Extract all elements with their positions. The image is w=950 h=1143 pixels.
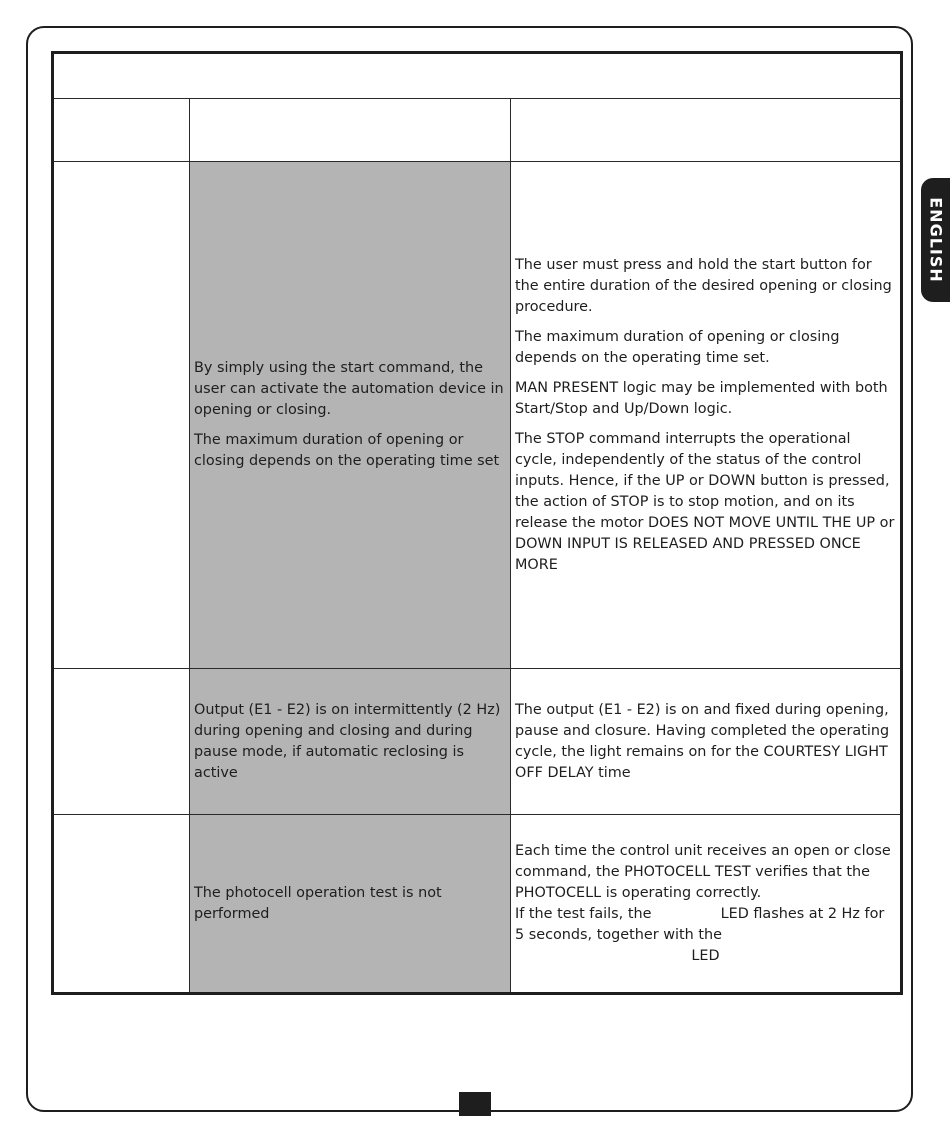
cell-text: The photocell operation test is not performed — [194, 884, 442, 922]
cell-text: The user must press and hold the start button for the entire duration of the desired opening or closing procedure. — [515, 256, 892, 315]
table-header-row — [53, 99, 902, 162]
row-label-cell — [53, 162, 190, 669]
table-title-cell — [53, 53, 902, 99]
table-title-row — [53, 53, 902, 99]
settings-table — [51, 51, 903, 995]
cell-text: The maximum duration of opening or closing depends on the operating time set — [194, 432, 500, 469]
cell-text: Output (E1 - E2) is on intermittently (2 Hz) during opening and closing and during pause mode, if automatic reclosing is active — [194, 701, 501, 781]
page-marker — [459, 1092, 491, 1116]
cell-text: LED — [691, 947, 720, 964]
cell-text: The maximum duration of opening or closing depends on the operating time set. — [515, 328, 840, 366]
cell-text: The output (E1 - E2) is on and fixed during opening, pause and closure. Having completed the operating cycle, the light remains on for the COURTESY LIGHT OFF DELAY time — [515, 701, 890, 781]
language-tab — [921, 178, 950, 302]
alternative-setting-cell — [511, 162, 902, 669]
row-label-cell — [53, 669, 190, 815]
header-cell-basic — [190, 99, 511, 162]
table-row — [53, 669, 902, 815]
basic-setting-cell — [190, 815, 511, 994]
cell-text: MAN PRESENT logic may be implemented with both Start/Stop and Up/Down logic. — [515, 379, 888, 417]
alternative-setting-cell — [511, 815, 902, 994]
language-tab-label: ENGLISH — [926, 197, 945, 283]
cell-text: LED flashes at 2 Hz for 5 seconds, together with the — [515, 905, 885, 943]
row-label-cell — [53, 815, 190, 994]
basic-setting-cell — [190, 162, 511, 669]
alternative-setting-cell — [511, 669, 902, 815]
table-row — [53, 162, 902, 669]
basic-setting-cell — [190, 669, 511, 815]
cell-text: By simply using the start command, the user can activate the automation device in opening or closing. — [194, 360, 504, 418]
header-cell-parameter — [53, 99, 190, 162]
header-cell-alternative — [511, 99, 902, 162]
table-row — [53, 815, 902, 994]
cell-text: The STOP command interrupts the operational cycle, independently of the status of the control inputs. Hence, if the UP or DOWN button is pressed, the action of STOP is to stop motion, and on its release the motor DOES NOT MOVE UNTIL THE UP or DOWN INPUT IS RELEASED AND PRESSED ONCE MORE — [515, 430, 895, 573]
cell-text: Each time the control unit receives an open or close command, the PHOTOCELL TEST verifies that the PHOTOCELL is operating correctly. — [515, 842, 891, 901]
cell-text: If the test fails, the — [515, 905, 652, 922]
